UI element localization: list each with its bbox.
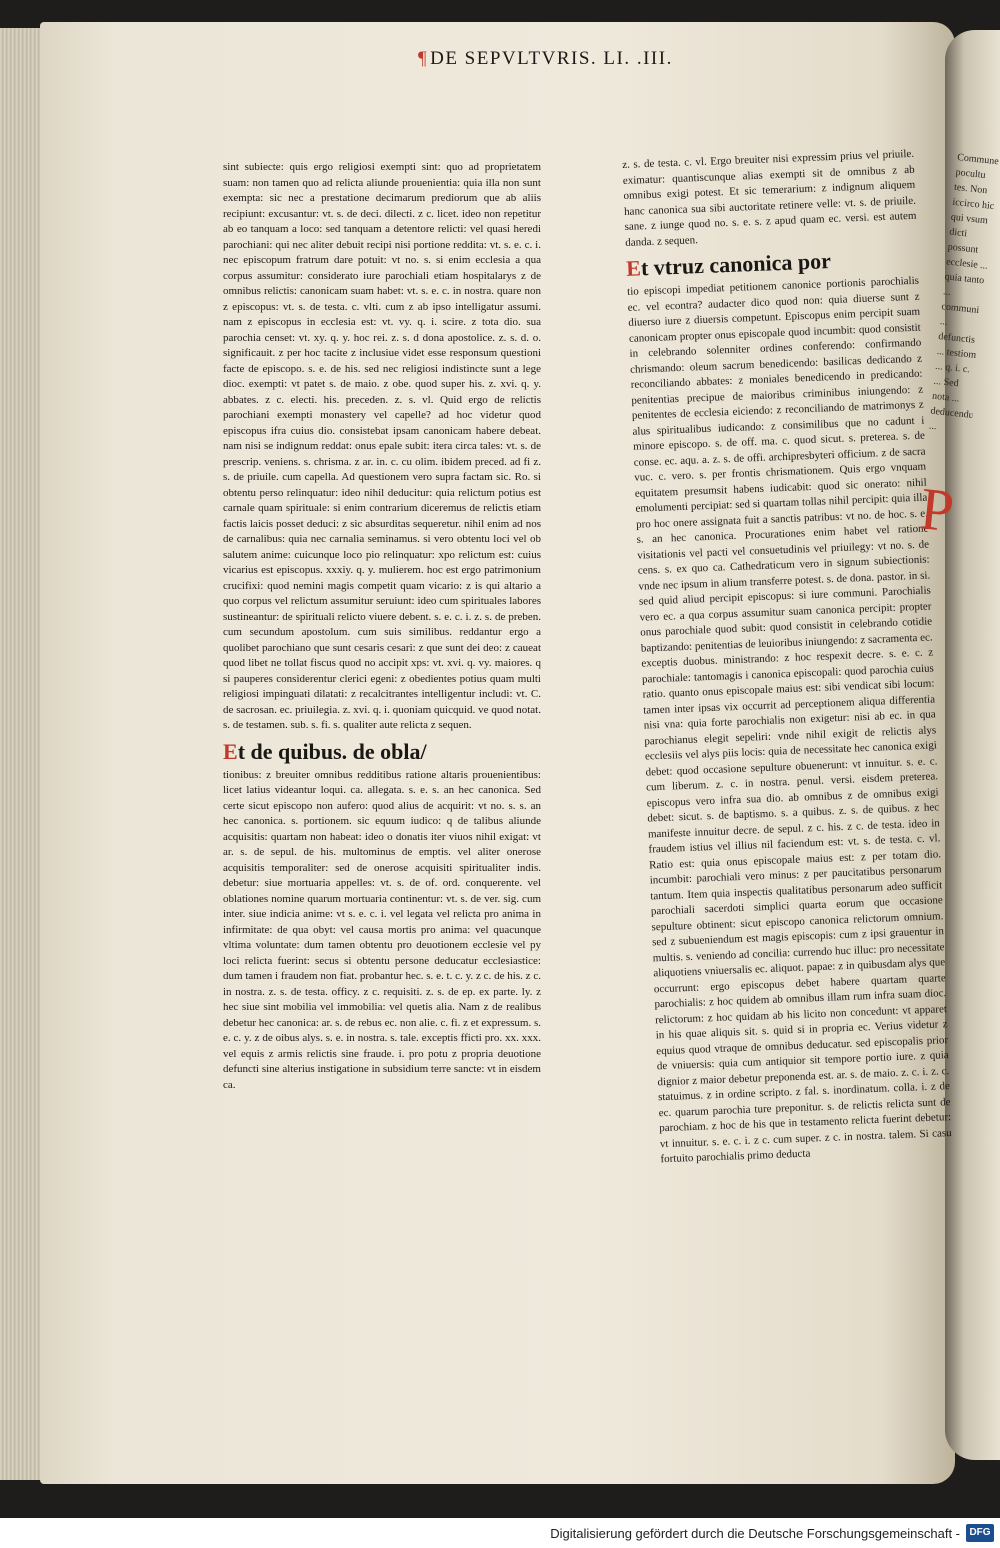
dfg-logo: DFG bbox=[966, 1524, 994, 1542]
left-rubric-text: t de quibus. de obla/ bbox=[237, 738, 427, 764]
right-text-top: z. s. de testa. c. vl. Ergo breuiter nisi expressim prius vel priuile. eximatur: quantiscunque alias exempti sit de omnibus z ab omnibus exigi potest. Et sic temerarium: z indignum aliquem hanc canonica sua sibi auctoritate retinere velle: vt. s. de priuile. sane. z iunge quod no. s. e. s. z apud quam ec. versi. est autem danda. z sequen. bbox=[622, 147, 917, 249]
left-rubric bbox=[223, 738, 541, 766]
running-header bbox=[418, 48, 673, 76]
facing-page-text: Commune pocultu tes. Non iccirco hic qui vsum dicti possunt ecclesie ... quia tanto ... communi ... defunctis ... testiom ... q. i. c. ... Sed nota ... deducendu ... bbox=[928, 151, 1000, 433]
pilcrow-mark: ¶ bbox=[418, 48, 429, 69]
left-rubric-initial: E bbox=[223, 738, 238, 764]
footer-bar bbox=[0, 1518, 1000, 1548]
page-edges bbox=[0, 28, 45, 1480]
left-text-top: sint subiecte: quis ergo religiosi exempti sint: quo ad proprietatem suam: non tamen quo ad relicta aliunde prouenientia: quia illa non sunt exempta: sic nec a prestatione decimarum prediorum que ab aliis recipiunt: excusantur: vt. s. de deci. dilecti. z c. licet. ideo non repetitur ab eo tanquam a loco: sed tanquam a detentore relicti: vel quasi heredi parochiani: qui nec aliter debuit recipi nisi portione reddita: vt. s. e. c. i. nec episcopum fratrum dare potuit: vt no. s. si enim ecclesia a qua corpus assumitur: considerato iure parochiali etiam hospitalarys z de omnibus relictis: canonicam suam habet: vt. s. e. c. in nostra. quare non z episcopus: vt. s. de testa. c. vlti. cum z ab ipso intelligatur assumi. nam z episcopus in ecclesia est: vt. vy. q. i. scire. z tota dio. sua parochia censet: vt. xy. q. y. hoc rei. z. s. d dona apostolice. z. s. d. o. significauit. z per hoc tacite z inclusiue videt esse responsum questioni facte de episcopo. s. e. de his. sed nec religiosi indistincte sunt a lege dioc. exempti: vt patet s. de maio. z obe. quod super his. z. xvi. q. y. abbates. z c. electi. his. preceden. z. s. vl. Quid ergo de relictis parochiani exempti monastery vel capelle? ad hoc videtur quod episcopus ifra cuius dio. consistebat ipsam canonicam habere debeat. nam nisi se indignum reddat: onus epale subit: itera circa tales: vt. s. de prescrip. veniens. s. chrisma. z ar. in. c. cu olim. ibidem preced. ad fi z. s. de priuile. cum capella. Ad questionem vero supra factam sic. Ro. si obtentu perso relinquatur: ideo nihil deducitur: quia relictum potius est carnale quam spirituale: si enim contrarium diceremus de relictis etiam factis laicis posset deduci: z sic absurditas sequeretur. nihil enim ad nos de carnalibus: quia nec carnalia seminamus. si vero obtentu loci vel ob salutem anime: cuicunque loco pio relinquatur: xpo relictum est: cuius vicarius est episcopus. xxxiy. q. y. mulierem. hoc est ergo patrimonium crucifixi: quod nemini magis competit quam vicario: z is qui altario a quo corpus vel relictum assumitur seruiunt: ideo cum spirituales labores sustineantur: de spirituali relicto viuere debent. s. e. c. i. z. s. de preben. cum secundum apostolum. cum suis similibus. reddantur ergo a quolibet parochiano que sunt cesaris cesari: z que sunt dei deo: z caueat quod libet ne tollat fiscus quod no accipit xps: vt. xvi. q. vy. maiores. q si pauperes considerentur clerici egeni: z obedientes potius quam multi religiosi impinguati dilatati: z recalcitrantes intelligentur includi: vt. C. de sacrosan. ec. priuilegia. z. xvi. q. i. quoniam quicquid. ve quod notat. s. de testamen. sub. s. fi. s. qualiter aute relicta z sequen. bbox=[223, 161, 541, 731]
facing-page-initial: P bbox=[916, 475, 958, 545]
left-column bbox=[223, 160, 541, 1260]
header-title: DE SEPVLTVRIS. LI. .III. bbox=[430, 48, 673, 69]
right-text-bottom: tio episcopi impediat petitionem canonice portionis parochialis ec. vel econtra? audacter dico quod non: quia diuerse sunt z diuerso iure z diuersis competunt. Episcopus enim percipit suam canonicam propter onus episcopale quod incumbit: quod consistit in celebrando solenniter ordines conferendo: confirmando chrismando: oleum sacrum benedicendo: basilicas dedicando z reconciliando abbates: z moniales benedicendo in predicando: penitentias precipue de maioribus criminibus iniungendo: z penitentes de ecclesia eiciendo: z reconciliando de matrimonys z alus spiritualibus iudicando: z consimilibus que no cadunt i minore episcopo. s. de off. ma. c. quod sicut. s. preterea. s. de conse. ec. aqu. a. z. s. de offi. archipresbyteri officium. z de sacra vuc. c. vero. s. per frontis chrismationem. Quis ergo vnquam equitatem presumsit habens iudicabit: quod sic onerato: nihil emolumenti percipiat: sed si quartam tollas nihil percipit: quia illa pro hoc onere assignata fuit a sanctis patribus: vt no. de hoc. s. e. s. an hec canonica. Procurationes enim habet vel ratione visitationis vel pacti vel consuetudinis vel priuilegy: vt no. s. de cens. s. ex quo ca. Cathedraticum vero in signum subiectionis: vnde nec ipsum in alium transferre potest. s. de dona. pastor. in si. sed quid aliud percipit episcopus: si iure communi. Parochialis vero ec. a qua corpus assumitur suam canonica percipit: propter onus parochiale quod subit: quod consistit in celebrando cotidie baptizando: penitentias de leuioribus iniungendo: z sacramenta ec. exceptis duobus. ministrando: z hoc respexit decre. s. e. c. z parochiale: tantomagis i canonica episcopali: quod parochia cuius ratio. quanto onus episcopale maius est: sibi vendicat sibi locum: tamen inter ipsas vix occurrit ad perceptionem aliqua differentia nisi vna: quia forte parochialis non exigetur: nisi ab ec. in qua parochianus elegit sepeliri: vnde nihil exigit de relictis alys ecclesiis vel alys piis locis: quia de necessitate hec canonica exigi debet: quod occasione sepulture obuenerunt: vt innuitur. s. e. c. cum liberum. z. c. in nostra. penul. versi. eisdem preterea. episcopus vero infra sua dio. ab omnibus z de omnibus exigi debet: sicut. s. de baptismo. s. a quibus. z. s. de quibus. z hec manifeste innuitur decre. de sepul. z c. his. z c. de testa. ideo in fraudem istius vel illius nil faciendum est: vt. s. de testa. c. vl. Ratio est: quia onus episcopale maius est: z per totam dio. incumbit: parochiali vero minus: z per paucitatibus personarum tantum. Item quia inspectis qualitatibus personarum adeo sufficit parochiali sacerdoti simplici quarta eorum que occasione sepulture obtinent: sicut episcopo canonica relictorum omnium. sed z subueniendum est magis episcopis: cum z ipsi grauentur in multis. s. veniendo ad concilia: currendo huc illuc: pro necessitate aliquotiens vniuersalis ec. aliquot. papae: z in quibusdam alys que occurrunt: ergo episcopus debet habere quartam quarte parochialis: z hoc quidem ab omnibus illam rum infra suam dioc. relictorum: z hoc quidam ab his licito non concedunt: vt apparet in his quae aliquis sit. s. quid si in propria ec. Verius videtur z equius quod vtraque de omnibus deducatur. sed episcopalis prior de vniuersis: quia cum antiquior sit tempore portio iure. z quia dignior z maior debetur preponenda est. ar. s. de maio. z. c. i. z. c. statuimus. z in ordine scripto. z fal. s. inordinatum. colla. i. z de ec. quarum parochia ture preponitur. s. de relictis relicta sunt de parochiam. z hoc de his que in testamento relicta fuerint debetur: vt innuitur. s. e. c. i. z c. cum super. z c. in nostra. talem. Si casu fortuito parochialis primo deducta bbox=[626, 274, 952, 1166]
right-rubric-initial: E bbox=[625, 255, 642, 281]
funding-credit: Digitalisierung gefördert durch die Deutsche Forschungsgemeinschaft - bbox=[550, 1526, 960, 1541]
right-rubric-text: t vtruz canonica por bbox=[640, 248, 832, 281]
left-text-bottom: tionibus: z breuiter omnibus redditibus ratione altaris prouenientibus: licet latius videantur loqui. ca. allegata. s. e. s. an hec canonica. Sed certe sicut episcopo non aufero: quod alius de acquirit: vt no. s. s. an hec canonica. s. portionem. sic equum iudico: q de talibus aliunde acquisitis: quartam non habeat: ideo o donatis iter viuos nihil exigat: vt ar. s. de sepul. de his. multominus de emptis. vel aliter onerose acquisitis temporaliter: sed de onerose acquisiti spiritualiter indis. debetur: siue mortuaria appelles: vt. s. de of. ord. conquerente. vel oblationes nomine quarum mortuaria continentur: vt. s. de ver. sig. cum inter. siue indicia anime: vt s. e. c. i. vel legata vel relicta pro anima in infirmitate: de qua obyt: vel causa mortis pro anima: vel quacunque vltima voluntate: dum tamen obtentu pro deuotionem ecclesie vel py loci relicta fuerint: secus si obtentu persone deducatur ecclesiastice: dum tamen i fraudem non fiat. probantur hec. s. e. t. c. y. z c. de his. z c. in nostra. z. s. de testa. officy. z c. requisiti. z. s. de ep. ex parte. ly. z hec siue sint mobilia vel immobilia: vel quetis alia. Nam z de realibus debetur hec canonica: ar. s. de rebus ec. non alie. c. fi. z et expressum. s. e. c. y. z de oibus alys. s. e. in nostra. s. tale. exceptis fficti pro. xx. xxx. vel equis z armis relictis sine fraude. i. pro potu z propria deuotione defuncti sine alterius instigatione in subsidium terre sancte: vt in eisdem ca. bbox=[223, 768, 541, 1091]
